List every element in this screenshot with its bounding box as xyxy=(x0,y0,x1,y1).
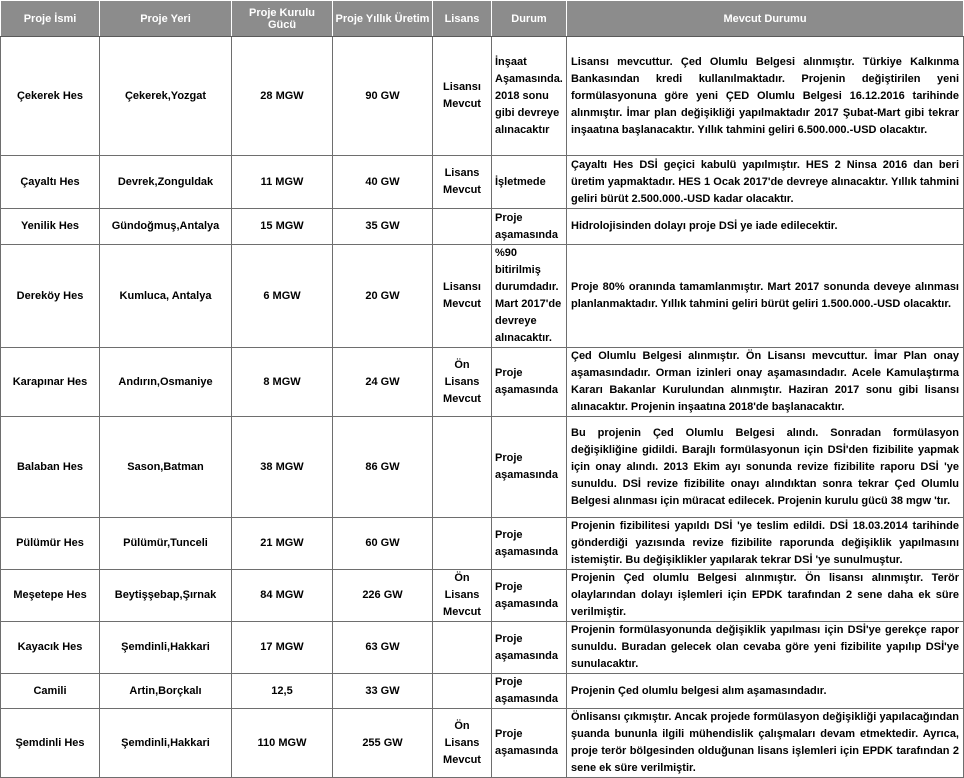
status-cell: %90 bitirilmiş durumdadır. Mart 2017'de devreye alınacaktır. xyxy=(492,245,567,348)
license-cell: Lisansı Mevcut xyxy=(433,245,492,348)
current-state-cell: Hidrolojisinden dolayı proje DSİ ye iade edilecektir. xyxy=(567,209,964,245)
capacity-cell: 110 MGW xyxy=(232,709,333,778)
project-location-cell: Şemdinli,Hakkari xyxy=(100,709,232,778)
license-cell: Lisansı Mevcut xyxy=(433,37,492,156)
capacity-cell: 12,5 xyxy=(232,674,333,709)
status-cell: Proje aşamasında xyxy=(492,709,567,778)
status-cell: Proje aşamasında xyxy=(492,417,567,518)
table-row xyxy=(1,209,964,245)
status-cell: İnşaat Aşamasında. 2018 sonu gibi devreye alınacaktır xyxy=(492,37,567,156)
capacity-cell: 6 MGW xyxy=(232,245,333,348)
header-status: Durum xyxy=(492,1,567,37)
current-state-cell: Önlisansı çıkmıştır. Ancak projede formülasyon değişikliği yapılacağından şuanda bununla ilgili mühendislik çalışmaları devam etmektedir. Ayrıca, proje terör bölgesinden olduğunan lisans işlemleri için EPDK tarafından 2 sene ek süre verilmiştir. xyxy=(567,709,964,778)
capacity-cell: 38 MGW xyxy=(232,417,333,518)
production-cell: 90 GW xyxy=(333,37,433,156)
status-cell: İşletmede xyxy=(492,156,567,209)
project-name-cell: Karapınar Hes xyxy=(1,348,100,417)
production-cell: 24 GW xyxy=(333,348,433,417)
current-state-cell: Projenin formülasyonunda değişiklik yapılması için DSİ'ye gerekçe rapor sunuldu. Buradan gelecek olan cevaba göre yeni fizibilite yapılıp DSİ'ye sunulacaktır. xyxy=(567,622,964,674)
capacity-cell: 28 MGW xyxy=(232,37,333,156)
project-location-cell: Devrek,Zonguldak xyxy=(100,156,232,209)
license-cell xyxy=(433,518,492,570)
table-body xyxy=(1,37,964,778)
header-license: Lisans xyxy=(433,1,492,37)
license-cell: Lisans Mevcut xyxy=(433,156,492,209)
project-name-cell: Yenilik Hes xyxy=(1,209,100,245)
license-cell xyxy=(433,417,492,518)
capacity-cell: 17 MGW xyxy=(232,622,333,674)
license-cell xyxy=(433,674,492,709)
table-row xyxy=(1,37,964,156)
table-row xyxy=(1,518,964,570)
project-location-cell: Çekerek,Yozgat xyxy=(100,37,232,156)
license-cell xyxy=(433,209,492,245)
capacity-cell: 8 MGW xyxy=(232,348,333,417)
project-name-cell: Kayacık Hes xyxy=(1,622,100,674)
production-cell: 255 GW xyxy=(333,709,433,778)
license-cell: Ön Lisans Mevcut xyxy=(433,570,492,622)
production-cell: 226 GW xyxy=(333,570,433,622)
project-name-cell: Balaban Hes xyxy=(1,417,100,518)
status-cell: Proje aşamasında xyxy=(492,622,567,674)
current-state-cell: Lisansı mevcuttur. Çed Olumlu Belgesi alınmıştır. Türkiye Kalkınma Bankasından kredi kullanılmaktadır. Projenin değiştirilen yeni formülasyonuna göre yeni ÇED Olumlu Belgesi 16.12.2016 tarihinde alınmıştır. İmar plan değişikliği yapılmaktadır 2017 Şubat-Mart gibi tekrar inşaatına başlanacaktır. Yıllık tahmini geliri 6.500.000.-USD olacaktır. xyxy=(567,37,964,156)
capacity-cell: 15 MGW xyxy=(232,209,333,245)
project-location-cell: Gündoğmuş,Antalya xyxy=(100,209,232,245)
production-cell: 60 GW xyxy=(333,518,433,570)
table-row xyxy=(1,348,964,417)
project-location-cell: Şemdinli,Hakkari xyxy=(100,622,232,674)
header-project-location: Proje Yeri xyxy=(100,1,232,37)
status-cell: Proje aşamasında xyxy=(492,570,567,622)
header-project-name: Proje İsmi xyxy=(1,1,100,37)
project-name-cell: Camili xyxy=(1,674,100,709)
project-location-cell: Beytişşebap,Şırnak xyxy=(100,570,232,622)
current-state-cell: Projenin Çed olumlu Belgesi alınmıştır. Ön lisansı alınmıştır. Terör olaylarından dolayı işlemleri için EPDK tarafından 2 sene daha ek süre verilmiştir. xyxy=(567,570,964,622)
table-row xyxy=(1,622,964,674)
table-row xyxy=(1,674,964,709)
table-row xyxy=(1,709,964,778)
table-header xyxy=(1,1,964,37)
project-name-cell: Çayaltı Hes xyxy=(1,156,100,209)
capacity-cell: 84 MGW xyxy=(232,570,333,622)
header-current-state: Mevcut Durumu xyxy=(567,1,964,37)
project-name-cell: Meşetepe Hes xyxy=(1,570,100,622)
project-name-cell: Şemdinli Hes xyxy=(1,709,100,778)
project-location-cell: Pülümür,Tunceli xyxy=(100,518,232,570)
project-location-cell: Artin,Borçkalı xyxy=(100,674,232,709)
current-state-cell: Projenin Çed olumlu belgesi alım aşamasındadır. xyxy=(567,674,964,709)
status-cell: Proje aşamasında xyxy=(492,674,567,709)
project-location-cell: Andırın,Osmaniye xyxy=(100,348,232,417)
production-cell: 35 GW xyxy=(333,209,433,245)
production-cell: 63 GW xyxy=(333,622,433,674)
project-name-cell: Pülümür Hes xyxy=(1,518,100,570)
header-installed-capacity: Proje Kurulu Gücü xyxy=(232,1,333,37)
status-cell: Proje aşamasında xyxy=(492,518,567,570)
capacity-cell: 21 MGW xyxy=(232,518,333,570)
current-state-cell: Çed Olumlu Belgesi alınmıştır. Ön Lisansı mevcuttur. İmar Plan onay aşamasındadır. Orman izinleri onay aşamasındadır. Acele Kamulaştırma Kararı Bakanlar Kurulundan alınmıştır. Haziran 2017 sonu gibi lisansı alınacaktır. Projenin inşaatına 2018'de başlanacaktır. xyxy=(567,348,964,417)
table-row xyxy=(1,417,964,518)
table-row xyxy=(1,570,964,622)
status-cell: Proje aşamasında xyxy=(492,348,567,417)
project-name-cell: Çekerek Hes xyxy=(1,37,100,156)
table-row xyxy=(1,156,964,209)
license-cell xyxy=(433,622,492,674)
project-location-cell: Kumluca, Antalya xyxy=(100,245,232,348)
license-cell: Ön Lisans Mevcut xyxy=(433,348,492,417)
production-cell: 86 GW xyxy=(333,417,433,518)
production-cell: 40 GW xyxy=(333,156,433,209)
project-location-cell: Sason,Batman xyxy=(100,417,232,518)
current-state-cell: Bu projenin Çed Olumlu Belgesi alındı. Sonradan formülasyon değişikliğine gidildi. Barajlı formülasyonun için DSİ'den fizibilite yapmak için onay alındı. 2013 Ekim ayı sonunda revize fizibilite raporu DSİ 'ye sunuldu. DSİ revize fizibilite onayı alındıktan sonra tekrar Çed Olumlu Belgesi alınması için müracat edilecek. Projenin kurulu gücü 38 mgw 'tır. xyxy=(567,417,964,518)
header-annual-production: Proje Yıllık Üretim xyxy=(333,1,433,37)
current-state-cell: Projenin fizibilitesi yapıldı DSİ 'ye teslim edildi. DSİ 18.03.2014 tarihinde gönderdiği yazısında revize fizibilite raporunda değişiklik yapılmasını istemiştir. Bu değişiklikler yapılarak tekrar DSİ 'ye sunulmuştur. xyxy=(567,518,964,570)
production-cell: 33 GW xyxy=(333,674,433,709)
table-row xyxy=(1,245,964,348)
status-cell: Proje aşamasında xyxy=(492,209,567,245)
project-name-cell: Dereköy Hes xyxy=(1,245,100,348)
production-cell: 20 GW xyxy=(333,245,433,348)
header-row xyxy=(1,1,964,37)
capacity-cell: 11 MGW xyxy=(232,156,333,209)
license-cell: Ön Lisans Mevcut xyxy=(433,709,492,778)
current-state-cell: Proje 80% oranında tamamlanmıştır. Mart 2017 sonunda deveye alınması planlanmaktadır. Yıllık tahmini geliri bürüt geliri 1.500.000.-USD olacaktır. xyxy=(567,245,964,348)
current-state-cell: Çayaltı Hes DSİ geçici kabulü yapılmıştır. HES 2 Ninsa 2016 dan beri üretim yapmaktadır. HES 1 Ocak 2017'de devreye alınacaktır. Yıllık tahmini geliri bürüt 2.500.000.-USD kadar olacaktır. xyxy=(567,156,964,209)
